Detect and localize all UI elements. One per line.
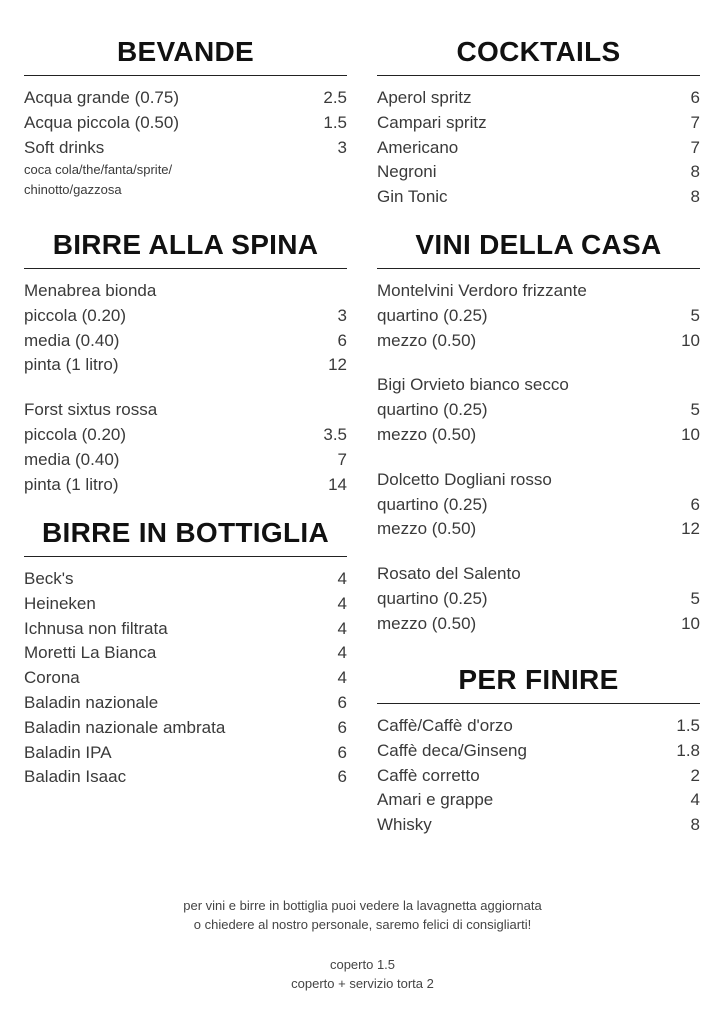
- item-description: coca cola/the/fanta/sprite/: [24, 162, 173, 178]
- item-name: quartino (0.25): [377, 588, 488, 608]
- item-price: 6: [337, 742, 347, 762]
- item-name: quartino (0.25): [377, 494, 488, 514]
- item-name: Montelvini Verdoro frizzante: [377, 281, 587, 300]
- section-heading: COCKTAILS: [377, 35, 700, 76]
- item-price: 5: [690, 400, 700, 420]
- section-heading: BIRRE IN BOTTIGLIA: [24, 516, 347, 557]
- item-name: Amari e grappe: [377, 790, 494, 810]
- menu-list: [377, 704, 700, 838]
- item-name: Baladin nazionale: [24, 692, 159, 712]
- menu-item: [24, 617, 347, 642]
- menu-item: [377, 788, 700, 813]
- item-price: 6: [337, 692, 347, 712]
- menu-item: [377, 468, 700, 493]
- item-name: media (0.40): [24, 449, 120, 469]
- footer-coperto: [0, 955, 725, 993]
- menu-item: [377, 813, 700, 838]
- menu-list: [24, 557, 347, 790]
- item-price: 2.5: [323, 88, 347, 107]
- menu-item: [24, 423, 347, 448]
- menu-item: [24, 716, 347, 741]
- section-heading: BEVANDE: [24, 35, 347, 76]
- item-price: 6: [690, 88, 700, 107]
- item-price: 3: [337, 305, 347, 325]
- menu-item: [377, 423, 700, 448]
- menu-item: [24, 111, 347, 136]
- menu-item: [377, 764, 700, 789]
- menu-item: [377, 111, 700, 136]
- item-name: Aperol spritz: [377, 88, 472, 107]
- item-price: 4: [337, 643, 347, 663]
- menu-group: [377, 279, 700, 353]
- menu-item: [24, 641, 347, 666]
- item-name: Baladin nazionale ambrata: [24, 717, 226, 737]
- section-vini-della-casa: [377, 228, 700, 637]
- item-price: 4: [337, 618, 347, 638]
- item-price: 5: [690, 305, 700, 325]
- menu-list: [24, 76, 347, 199]
- item-price: 8: [690, 815, 700, 835]
- menu-item: [24, 398, 347, 423]
- footer-note: [0, 896, 725, 934]
- section-birre-alla-spina: [24, 228, 347, 497]
- item-price: 1.5: [323, 112, 347, 132]
- item-name: mezzo (0.50): [377, 330, 477, 350]
- menu-item: [24, 567, 347, 592]
- item-name: Corona: [24, 668, 80, 688]
- menu-list: [24, 269, 347, 497]
- item-price: 6: [337, 717, 347, 737]
- menu-item: [377, 517, 700, 542]
- menu-group: [377, 373, 700, 447]
- item-name: Caffè corretto: [377, 765, 480, 785]
- menu-item: [377, 136, 700, 161]
- item-name: mezzo (0.50): [377, 424, 477, 444]
- item-price: 7: [690, 137, 700, 157]
- item-price: 7: [690, 112, 700, 132]
- menu-item: [377, 612, 700, 637]
- menu-item: [24, 592, 347, 617]
- item-name: pinta (1 litro): [24, 355, 119, 375]
- item-price: 10: [681, 424, 700, 444]
- menu-item: [24, 741, 347, 766]
- menu-list: [377, 269, 700, 637]
- item-price: 3: [337, 137, 347, 157]
- item-description: chinotto/gazzosa: [24, 181, 122, 197]
- menu-item: [24, 304, 347, 329]
- item-name: Caffè/Caffè d'orzo: [377, 716, 513, 735]
- menu-item: [377, 398, 700, 423]
- item-name: Ichnusa non filtrata: [24, 618, 168, 638]
- footer-note-line-2: o chiedere al nostro personale, saremo felici di consigliarti!: [193, 917, 532, 932]
- section-birre-in-bottiglia: [24, 516, 347, 790]
- item-price: 8: [690, 187, 700, 207]
- section-heading: BIRRE ALLA SPINA: [24, 228, 347, 269]
- item-price: 1.8: [676, 740, 700, 760]
- item-name: Beck's: [24, 569, 74, 588]
- item-price: 6: [337, 330, 347, 350]
- menu-group: [24, 398, 347, 497]
- menu-item: [24, 765, 347, 790]
- section-heading: VINI DELLA CASA: [377, 228, 700, 269]
- menu-group: [377, 468, 700, 542]
- item-name: Acqua grande (0.75): [24, 88, 179, 107]
- coperto-torta-price: coperto + servizio torta 2: [291, 976, 434, 991]
- menu-item: [377, 373, 700, 398]
- item-name: piccola (0.20): [24, 305, 127, 325]
- item-price: 3.5: [323, 424, 347, 444]
- menu-item: [24, 136, 347, 161]
- item-price: 2: [690, 765, 700, 785]
- menu-item: [377, 329, 700, 354]
- item-name: Americano: [377, 137, 459, 157]
- coperto-price: coperto 1.5: [329, 957, 396, 972]
- menu-item: [377, 160, 700, 185]
- section-heading: PER FINIRE: [377, 663, 700, 704]
- footer-note-line-1: per vini e birre in bottiglia puoi vedere la lavagnetta aggiornata: [183, 898, 542, 913]
- section-per-finire: [377, 663, 700, 838]
- item-name: Bigi Orvieto bianco secco: [377, 375, 569, 395]
- item-price: 1.5: [676, 716, 700, 735]
- item-name: media (0.40): [24, 330, 120, 350]
- item-name: piccola (0.20): [24, 424, 127, 444]
- menu-list: [377, 76, 700, 210]
- item-name: Rosato del Salento: [377, 564, 521, 584]
- menu-item: [24, 691, 347, 716]
- item-name: mezzo (0.50): [377, 613, 477, 633]
- menu-item: [24, 666, 347, 691]
- menu-item: [24, 86, 347, 111]
- item-name: Acqua piccola (0.50): [24, 112, 179, 132]
- menu-group: [377, 714, 700, 838]
- item-name: quartino (0.25): [377, 400, 488, 420]
- menu-item: [24, 329, 347, 354]
- menu-item: [24, 353, 347, 378]
- item-price: 8: [690, 162, 700, 182]
- menu-group: [24, 279, 347, 378]
- item-price: 10: [681, 330, 700, 350]
- item-name: quartino (0.25): [377, 305, 488, 325]
- menu-item: [377, 279, 700, 304]
- item-price: 4: [337, 668, 347, 688]
- item-price: 10: [681, 613, 700, 633]
- menu-group: [24, 567, 347, 790]
- menu-item: [24, 473, 347, 498]
- item-name: Baladin IPA: [24, 742, 112, 762]
- menu-item: [377, 86, 700, 111]
- item-name: Forst sixtus rossa: [24, 400, 158, 420]
- menu-item: [24, 448, 347, 473]
- item-name: Campari spritz: [377, 112, 487, 132]
- menu-item: [377, 739, 700, 764]
- menu-item: [24, 279, 347, 304]
- item-price: 4: [337, 569, 347, 588]
- item-name: mezzo (0.50): [377, 519, 477, 539]
- item-price: 7: [337, 449, 347, 469]
- item-price: 4: [690, 790, 700, 810]
- item-price: 12: [681, 519, 700, 539]
- item-name: Baladin Isaac: [24, 767, 127, 787]
- menu-group: [377, 562, 700, 636]
- item-name: Menabrea bionda: [24, 281, 157, 300]
- item-name: Negroni: [377, 162, 437, 182]
- item-name: Gin Tonic: [377, 187, 448, 207]
- item-price: 12: [328, 355, 347, 375]
- item-name: Caffè deca/Ginseng: [377, 740, 527, 760]
- menu-group: [24, 86, 347, 199]
- menu-item: [377, 304, 700, 329]
- menu-item: [377, 714, 700, 739]
- menu-group: [377, 86, 700, 210]
- item-price: 4: [337, 593, 347, 613]
- menu-item: [377, 185, 700, 210]
- item-price: 5: [690, 588, 700, 608]
- menu-item: [377, 562, 700, 587]
- menu-item: [377, 587, 700, 612]
- item-name: Whisky: [377, 815, 432, 835]
- item-name: Heineken: [24, 593, 96, 613]
- item-name: Moretti La Bianca: [24, 643, 157, 663]
- item-name: pinta (1 litro): [24, 474, 119, 494]
- item-name: Dolcetto Dogliani rosso: [377, 469, 552, 489]
- item-price: 6: [690, 494, 700, 514]
- item-price: 6: [337, 767, 347, 787]
- item-price: 14: [328, 474, 347, 494]
- menu-item: [377, 493, 700, 518]
- item-name: Soft drinks: [24, 137, 105, 157]
- section-bevande: [24, 35, 347, 199]
- section-cocktails: [377, 35, 700, 210]
